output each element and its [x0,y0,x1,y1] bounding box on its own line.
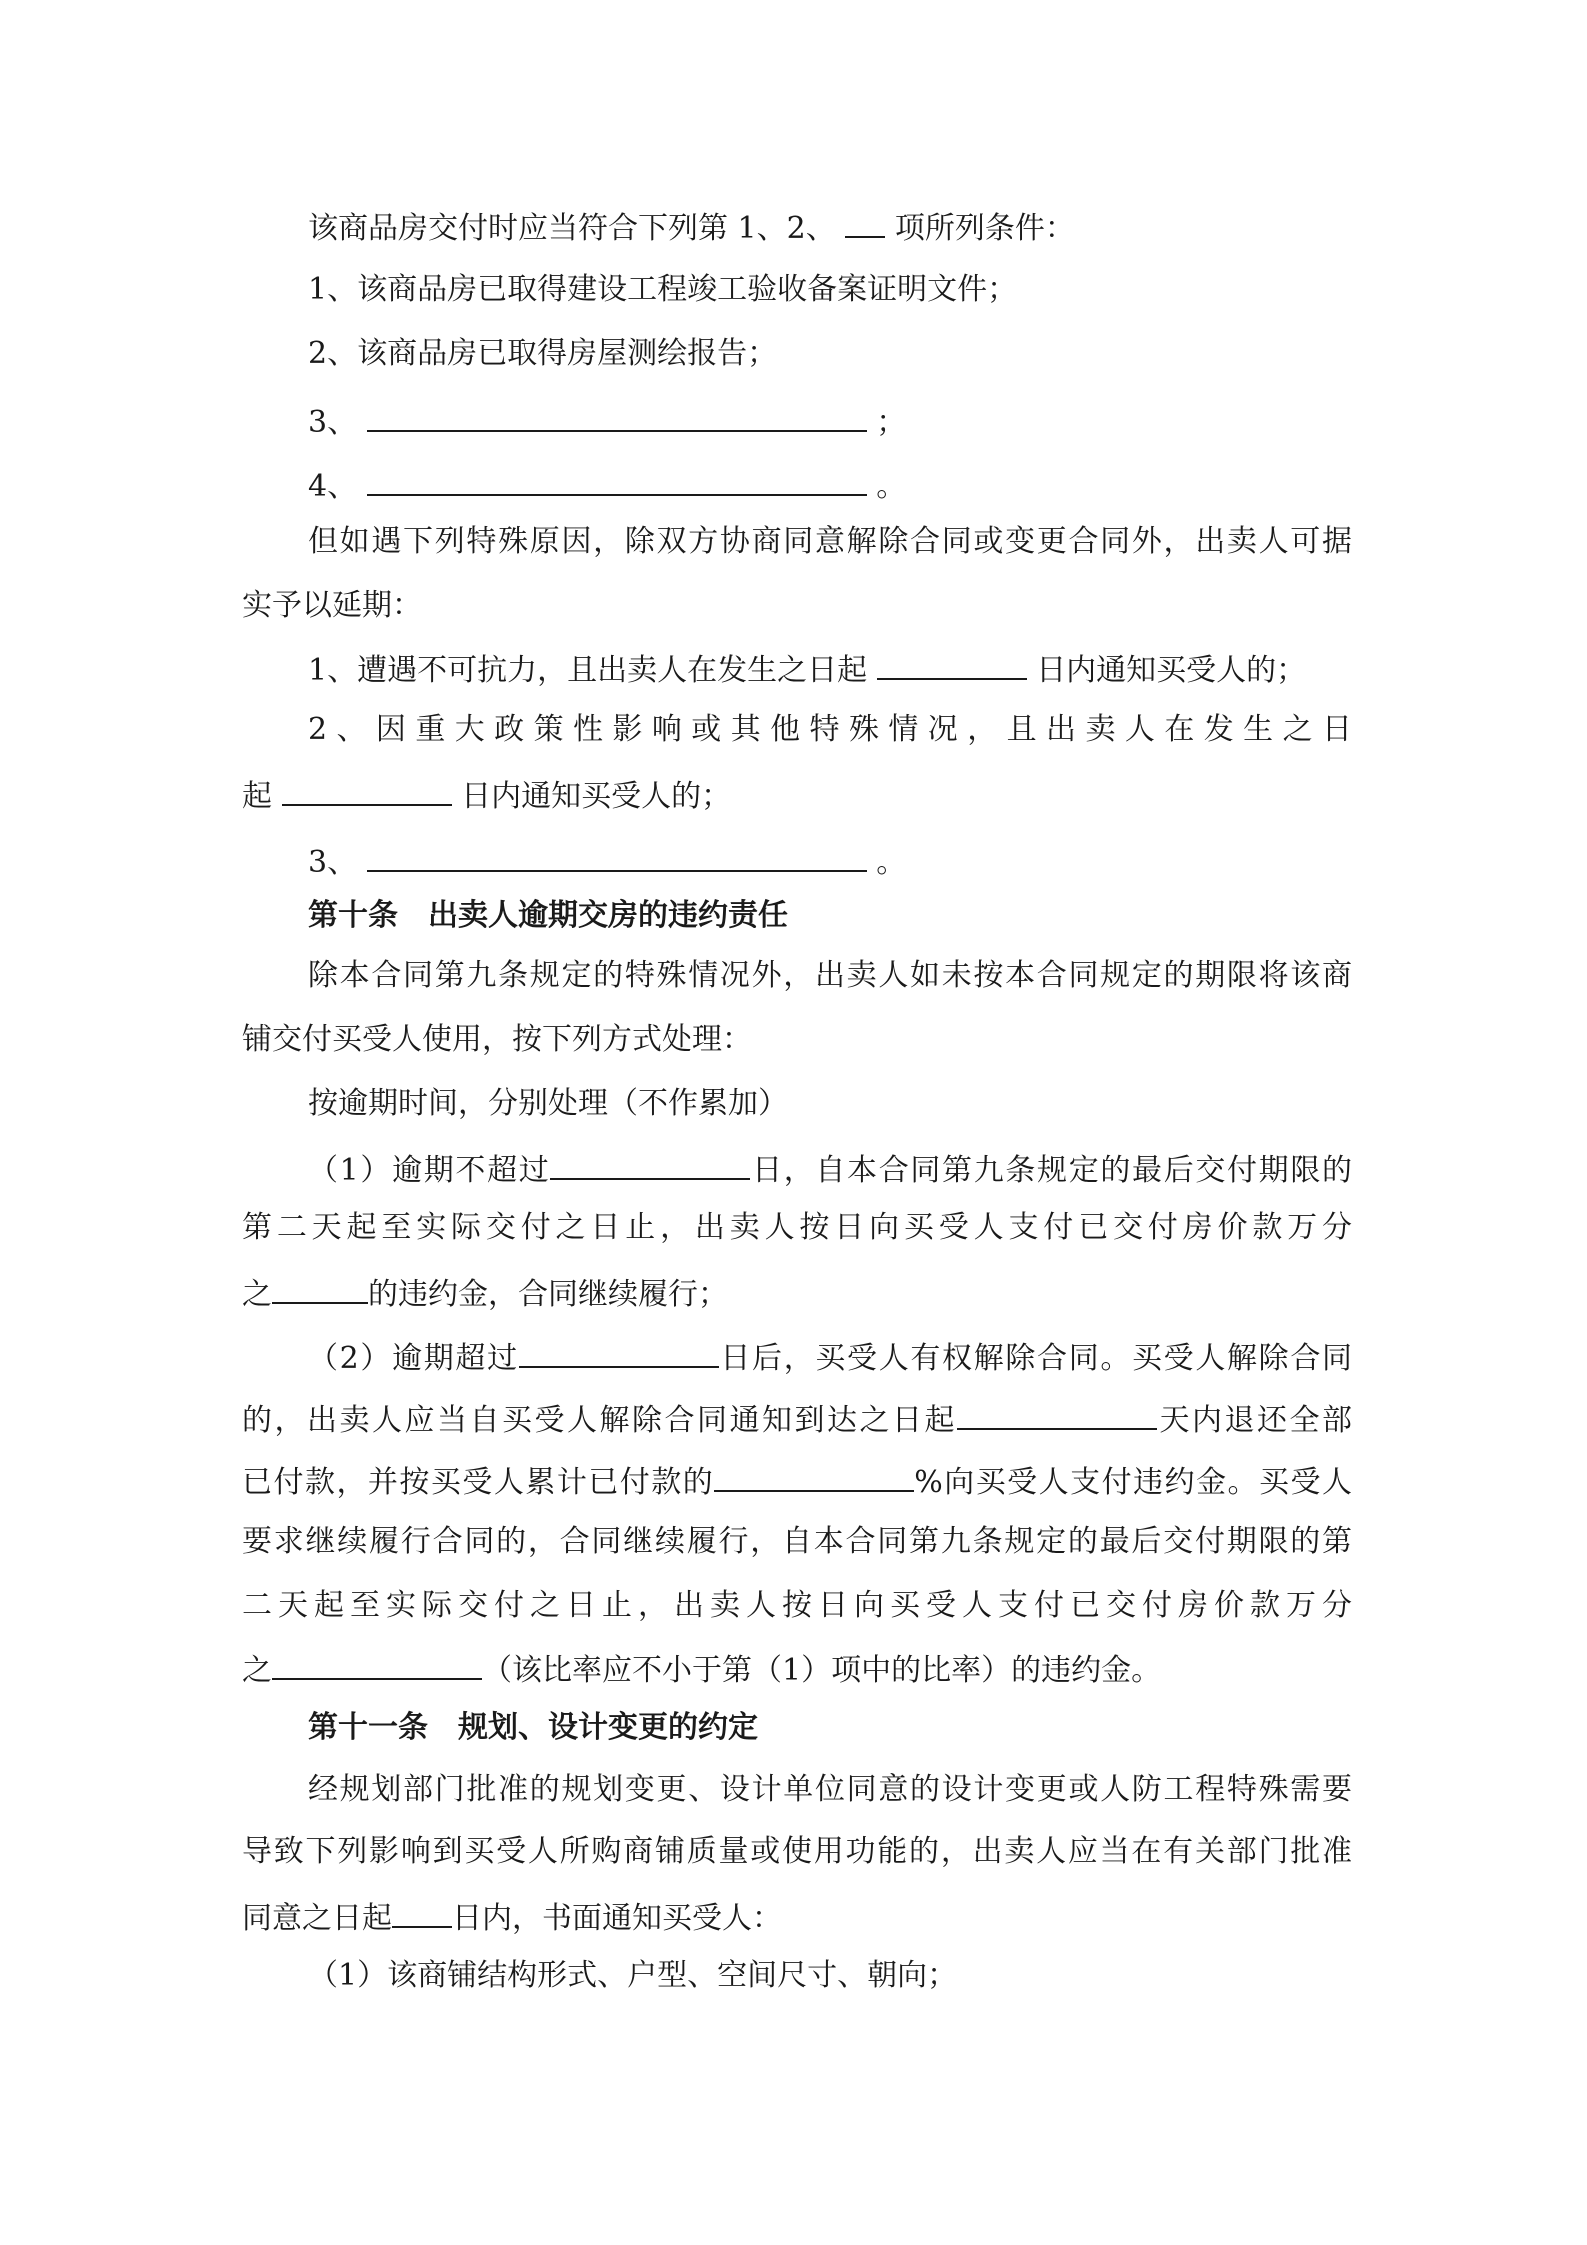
conditions-intro-c: 项所列条件： [894,211,1075,246]
conditions-intro-b: 1、2、 [737,211,836,246]
exception-item-3 [308,838,906,883]
blank-field[interactable] [392,1894,452,1928]
conditions-intro-a: 该商品房交付时应当符合下列第 [308,211,728,246]
exception-item-2-line-1: 2、因重大政策性影响或其他特殊情况，且出卖人在发生之日 [308,712,1352,747]
exception-item-3-prefix: 3、 [308,845,358,880]
blank-field[interactable] [877,646,1027,680]
condition-item-3 [308,398,906,443]
condition-item-2: 2、该商品房已取得房屋测绘报告； [308,336,778,371]
exception-item-1-b: 日内通知买受人的； [1036,653,1307,688]
article-11-p1-line-1: 经规划部门批准的规划变更、设计单位同意的设计变更或人防工程特殊需要 [308,1772,1352,1807]
exception-item-3-suffix: 。 [876,845,907,880]
blank-field[interactable] [845,204,885,238]
article-10-p2: 按逾期时间，分别处理（不作累加） [308,1086,788,1121]
condition-item-4-prefix: 4、 [308,469,358,504]
article-10-p1-line-1: 除本合同第九条规定的特殊情况外，出卖人如未按本合同规定的期限将该商 [308,958,1352,993]
condition-item-3-prefix: 3、 [308,405,358,440]
condition-item-4-suffix: 。 [876,469,907,504]
blank-field[interactable] [367,462,867,496]
exception-item-1 [308,646,1306,691]
article-11-p1-line-3: 同意之日起 日内，书面通知买受人： [242,1894,782,1939]
article-11-p1-line-2: 导致下列影响到买受人所购商铺质量或使用功能的，出卖人应当在有关部门批准 [242,1834,1352,1869]
exception-item-2-a: 起 [242,779,272,814]
exception-item-1-a: 1、遭遇不可抗力，且出卖人在发生之日起 [308,653,868,688]
article-11-item-1: （1）该商铺结构形式、户型、空间尺寸、朝向； [308,1958,958,1993]
blank-field[interactable] [367,838,867,872]
exception-item-2-b: 日内通知买受人的； [461,779,732,814]
article-10-clause-2-line-3: 已付款，并按买受人累计已付款的 %向买受人支付违约金。买受人 [242,1458,1352,1503]
blank-field[interactable] [272,1270,368,1304]
condition-item-4 [308,462,906,507]
exceptions-paragraph-line-2: 实予以延期： [242,588,422,623]
article-10-title: 第十条 出卖人逾期交房的违约责任 [308,898,788,933]
exception-item-2-line-2 [242,772,731,817]
conditions-intro [308,204,1075,249]
blank-field[interactable] [519,1334,719,1368]
article-10-clause-2-line-6: 之 （该比率应不小于第（1）项中的比率）的违约金。 [242,1646,1161,1691]
blank-field[interactable] [272,1646,482,1680]
article-10-p1-line-2: 铺交付买受人使用，按下列方式处理： [242,1022,752,1057]
blank-field[interactable] [367,398,867,432]
article-10-clause-2-line-1: （2）逾期超过 日后，买受人有权解除合同。买受人解除合同 [308,1334,1352,1379]
blank-field[interactable] [550,1146,750,1180]
condition-item-1: 1、该商品房已取得建设工程竣工验收备案证明文件； [308,272,1018,307]
article-10-clause-2-line-4: 要求继续履行合同的，合同继续履行，自本合同第九条规定的最后交付期限的第 [242,1524,1352,1559]
condition-item-3-suffix: ； [876,405,907,440]
article-10-clause-1-line-1: （1）逾期不超过 日，自本合同第九条规定的最后交付期限的 [308,1146,1352,1191]
exceptions-paragraph-line-1: 但如遇下列特殊原因，除双方协商同意解除合同或变更合同外，出卖人可据 [308,524,1352,559]
blank-field[interactable] [957,1396,1157,1430]
article-10-clause-1-line-3: 之 的违约金，合同继续履行； [242,1270,728,1315]
article-10-clause-1-line-2: 第二天起至实际交付之日止，出卖人按日向买受人支付已交付房价款万分 [242,1210,1352,1245]
article-10-clause-2-line-5: 二天起至实际交付之日止，出卖人按日向买受人支付已交付房价款万分 [242,1588,1352,1623]
article-10-clause-2-line-2: 的，出卖人应当自买受人解除合同通知到达之日起 天内退还全部 [242,1396,1352,1441]
article-11-title: 第十一条 规划、设计变更的约定 [308,1710,758,1745]
blank-field[interactable] [714,1458,914,1492]
blank-field[interactable] [282,772,452,806]
